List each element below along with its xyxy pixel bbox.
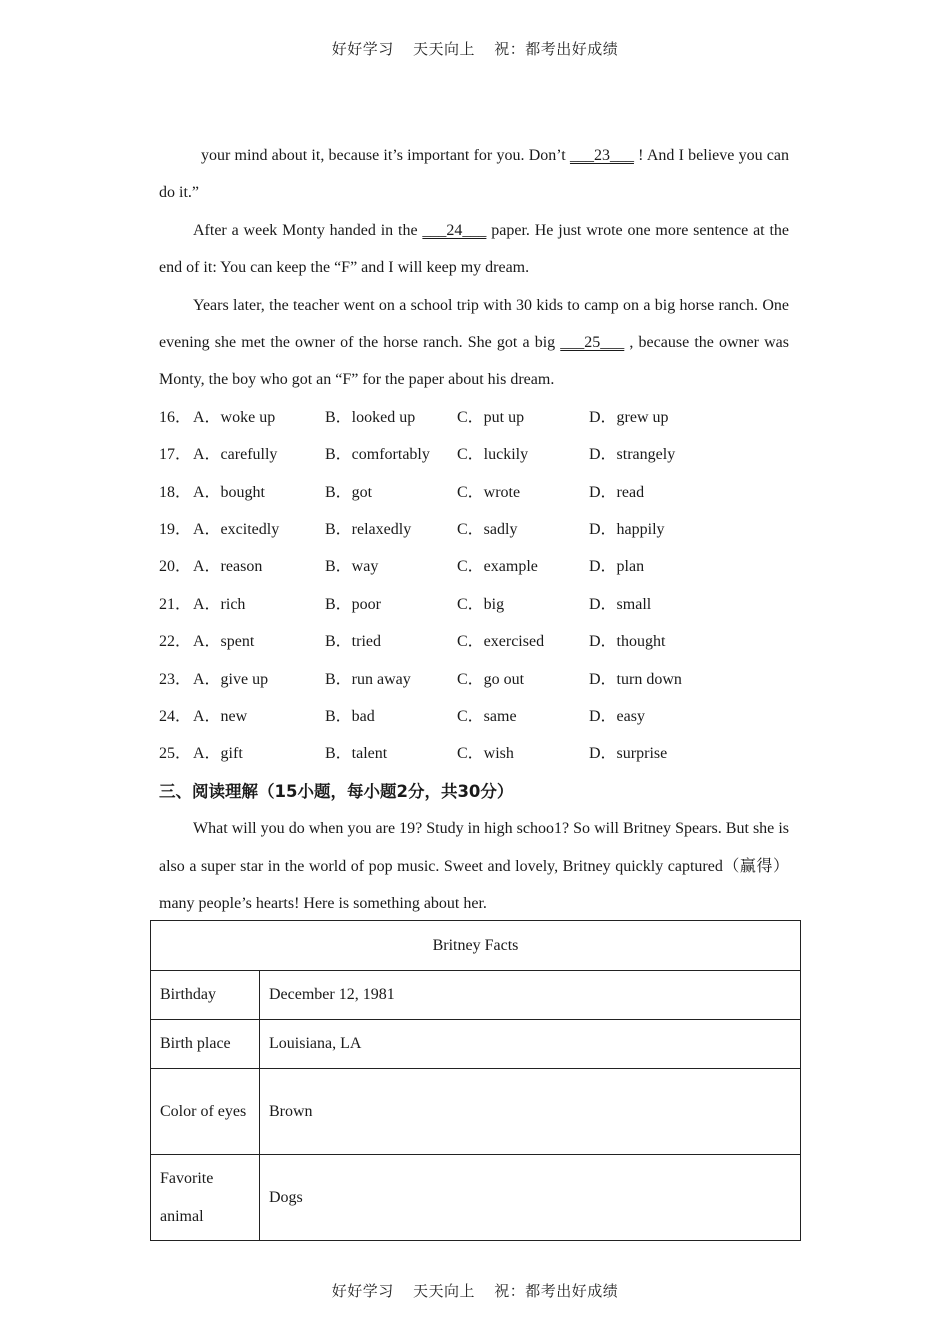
- table-value: Dogs: [260, 1155, 801, 1241]
- option-d: D．thought: [589, 633, 666, 651]
- header-part: 天天向上: [412, 40, 475, 58]
- option-a: A．gift: [193, 745, 243, 763]
- document-body: [159, 137, 789, 922]
- option-row-18: [159, 474, 789, 511]
- option-b: B．run away: [325, 670, 411, 688]
- option-b: B．looked up: [325, 408, 416, 426]
- question-number: 16．: [159, 408, 192, 426]
- option-c: C．luckily: [457, 446, 529, 464]
- option-c: C．same: [457, 707, 517, 725]
- option-d: D．read: [589, 483, 645, 501]
- option-c: C．big: [457, 595, 505, 613]
- option-row-25: [159, 735, 789, 772]
- question-number: 21．: [159, 595, 192, 613]
- option-d: D．surprise: [589, 745, 668, 763]
- table-key: Color of eyes: [151, 1069, 260, 1155]
- option-d: D．easy: [589, 707, 645, 725]
- option-a: A．new: [193, 707, 248, 725]
- option-d: D．happily: [589, 521, 665, 539]
- passage-text: Years later, the teacher went on a school trip with 30 kids to camp on a big horse ranch. One evening she met the owner of the horse ranch. She got a big: [159, 296, 789, 352]
- passage-paragraph: [159, 212, 789, 287]
- option-a: A．give up: [193, 670, 269, 688]
- option-c: C．exercised: [457, 633, 545, 651]
- option-b: B．relaxedly: [325, 521, 412, 539]
- passage-text: ! And I believe you can do it.”: [159, 147, 789, 202]
- option-c: C．wrote: [457, 483, 521, 501]
- table-key: Birth place: [151, 1020, 260, 1069]
- option-a: A．bought: [193, 483, 266, 501]
- section-title: 三、阅读理解（15小题，每小题2分，共30分）: [159, 781, 514, 801]
- option-a: A．reason: [193, 558, 263, 576]
- option-d: D．strangely: [589, 446, 676, 464]
- question-number: 19．: [159, 521, 192, 539]
- question-number: 18．: [159, 483, 192, 501]
- question-number: 22．: [159, 633, 192, 651]
- option-c: C．go out: [457, 670, 525, 688]
- passage-text: After a week Monty handed in the: [193, 221, 423, 239]
- question-number: 23．: [159, 670, 192, 688]
- footer-part: 天天向上: [412, 1282, 475, 1300]
- table-key: Birthday: [151, 971, 260, 1020]
- option-b: B．comfortably: [325, 446, 430, 464]
- question-number: 20．: [159, 558, 192, 576]
- passage-text: your mind about it, because it’s important for you. Don’t: [201, 147, 570, 164]
- table-row: [151, 1155, 801, 1241]
- option-b: B．bad: [325, 707, 375, 725]
- header-part: 祝：都考出好成绩: [494, 40, 619, 58]
- passage-paragraph: [159, 287, 789, 399]
- option-row-23: [159, 661, 789, 698]
- option-row-21: [159, 586, 789, 623]
- header-part: 好好学习: [331, 40, 394, 58]
- footer-part: 祝：都考出好成绩: [494, 1282, 619, 1300]
- table-row: [151, 971, 801, 1020]
- page-footer: [0, 1280, 950, 1301]
- table-value: Louisiana, LA: [260, 1020, 801, 1069]
- option-d: D．small: [589, 595, 652, 613]
- table-title: Britney Facts: [151, 921, 801, 971]
- option-a: A．excitedly: [193, 521, 280, 539]
- blank-24: ___24___: [422, 221, 487, 239]
- options-list: [159, 399, 789, 773]
- table-key: Favorite animal: [151, 1155, 260, 1241]
- britney-facts-table: [150, 920, 801, 1241]
- option-row-16: [159, 399, 789, 436]
- option-a: A．carefully: [193, 446, 278, 464]
- option-row-19: [159, 511, 789, 548]
- question-number: 25．: [159, 745, 192, 763]
- option-c: C．wish: [457, 745, 514, 763]
- option-row-20: [159, 548, 789, 585]
- option-a: A．woke up: [193, 408, 276, 426]
- option-b: B．way: [325, 558, 379, 576]
- passage-text: paper. He just wrote one more sentence at the end of it: You can keep the “F” and I will keep my dream.: [159, 221, 790, 277]
- option-b: B．tried: [325, 633, 381, 651]
- option-c: C．example: [457, 558, 538, 576]
- option-c: C．put up: [457, 408, 525, 426]
- option-b: B．poor: [325, 595, 382, 613]
- option-row-22: [159, 623, 789, 660]
- table-value: December 12, 1981: [260, 971, 801, 1020]
- passage-paragraph: [159, 137, 789, 212]
- option-b: B．got: [325, 483, 373, 501]
- reading-intro: What will you do when you are 19? Study in high schoo1? So will Britney Spears. But she is also a super star in the world of pop music. Sweet and lovely, Britney quickly captured（赢得）many people’s hearts! Here is something about her.: [159, 820, 789, 912]
- option-a: A．spent: [193, 633, 255, 651]
- question-number: 17．: [159, 446, 192, 464]
- table-value: Brown: [260, 1069, 801, 1155]
- option-d: D．plan: [589, 558, 645, 576]
- option-b: B．talent: [325, 745, 388, 763]
- table-row: [151, 1069, 801, 1155]
- option-row-24: [159, 698, 789, 735]
- option-row-17: [159, 436, 789, 473]
- table-row: [151, 1020, 801, 1069]
- blank-25: ___25___: [560, 334, 625, 352]
- page-header: [0, 38, 950, 59]
- option-d: D．turn down: [589, 670, 682, 688]
- blank-23: ___23___: [569, 147, 634, 164]
- option-c: C．sadly: [457, 521, 518, 539]
- option-d: D．grew up: [589, 408, 669, 426]
- question-number: 24．: [159, 707, 192, 725]
- footer-part: 好好学习: [331, 1282, 394, 1300]
- passage-text: , because the owner was Monty, the boy who got an “F” for the paper about his dream.: [159, 334, 789, 389]
- option-a: A．rich: [193, 595, 246, 613]
